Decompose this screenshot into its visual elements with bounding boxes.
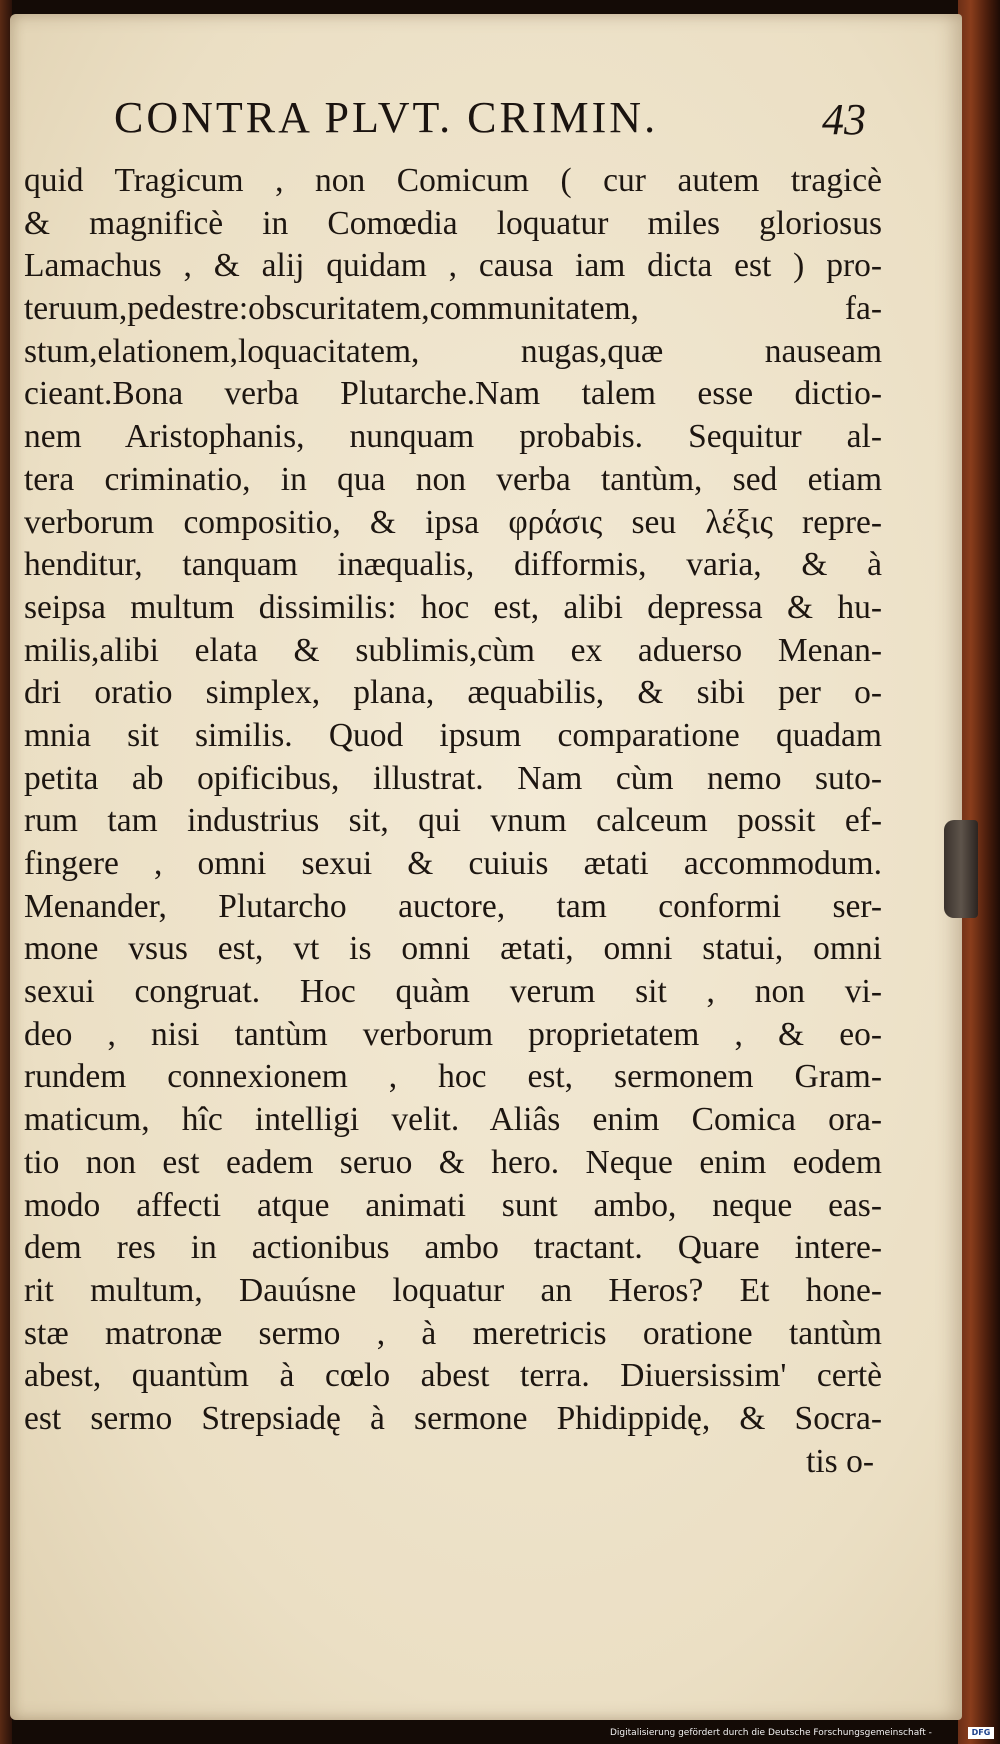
page-header (10, 92, 962, 152)
text-line: abest, quantùm à cœlo abest terra. Diuersissim' certè (24, 1357, 882, 1395)
text-line: quid Tragicum , non Comicum ( cur autem tragicè (24, 162, 882, 199)
text-line: mone vsus est, vt is omni ætati, omni statui, omni (24, 930, 882, 968)
page-number: 43 (822, 95, 866, 144)
digitization-credit: Digitalisierung gefördert durch die Deutsche Forschungsgemeinschaft - (610, 1728, 932, 1738)
text-line: tera criminatio, in qua non verba tantùm, sed etiam (24, 460, 882, 498)
dfg-logo: DFG (968, 1727, 994, 1739)
text-line: milis,alibi elata & sublimis,cùm ex aduerso Menan- (24, 631, 882, 669)
text-line: dri oratio simplex, plana, æquabilis, & sibi per o- (24, 674, 882, 712)
body-text (24, 160, 882, 1483)
text-line: sexui congruat. Hoc quàm verum sit , non vi- (24, 973, 882, 1011)
text-line: deo , nisi tantùm verborum proprietatem , & eo- (24, 1015, 882, 1053)
text-line: tio non est eadem seruo & hero. Neque enim eodem (24, 1143, 882, 1181)
text-line: stum,elationem,loquacitatem, nugas,quæ nauseam (24, 332, 882, 370)
running-head: CONTRA PLVT. CRIMIN. (114, 93, 659, 142)
text-line: rundem connexionem , hoc est, sermonem Gram- (24, 1058, 882, 1096)
text-line: fingere , omni sexui & cuiuis ætati accommodum. (24, 845, 882, 882)
text-line: stæ matronæ sermo , à meretricis oratione tantùm (24, 1314, 882, 1352)
text-line: & magnificè in Comœdia loquatur miles gloriosus (24, 204, 882, 242)
text-line: henditur, tanquam inæqualis, difformis, varia, & à (24, 546, 882, 584)
text-line: Menander, Plutarcho auctore, tam conformi ser- (24, 887, 882, 925)
text-line: nem Aristophanis, nunquam probabis. Sequitur al- (24, 418, 882, 456)
text-line: rit multum, Dauúsne loquatur an Heros? Et hone- (24, 1271, 882, 1309)
text-line: Lamachus , & alij quidam , causa iam dicta est ) pro- (24, 247, 882, 285)
text-line: maticum, hîc intelligi velit. Aliâs enim Comica ora- (24, 1101, 882, 1139)
text-line: dem res in actionibus ambo tractant. Quare intere- (24, 1229, 882, 1267)
text-line: modo affecti atque animati sunt ambo, neque eas- (24, 1186, 882, 1224)
text-line: cieant.Bona verba Plutarche.Nam talem esse dictio- (24, 375, 882, 413)
book-page (10, 14, 962, 1720)
text-line: mnia sit similis. Quod ipsum comparatione quadam (24, 716, 882, 754)
text-line: verborum compositio, & ipsa φράσις seu λέξις repre- (24, 503, 882, 541)
text-line: teruum,pedestre:obscuritatem,communitatem, fa- (24, 290, 882, 328)
text-line: est sermo Strepsiadę à sermone Phidippidę, & Socra- (24, 1399, 882, 1437)
book-clasp (944, 820, 978, 918)
text-line: tis o- (806, 1442, 874, 1480)
text-line: petita ab opificibus, illustrat. Nam cùm nemo suto- (24, 759, 882, 797)
text-line: rum tam industrius sit, qui vnum calceum possit ef- (24, 802, 882, 840)
text-line: seipsa multum dissimilis: hoc est, alibi depressa & hu- (24, 588, 882, 626)
